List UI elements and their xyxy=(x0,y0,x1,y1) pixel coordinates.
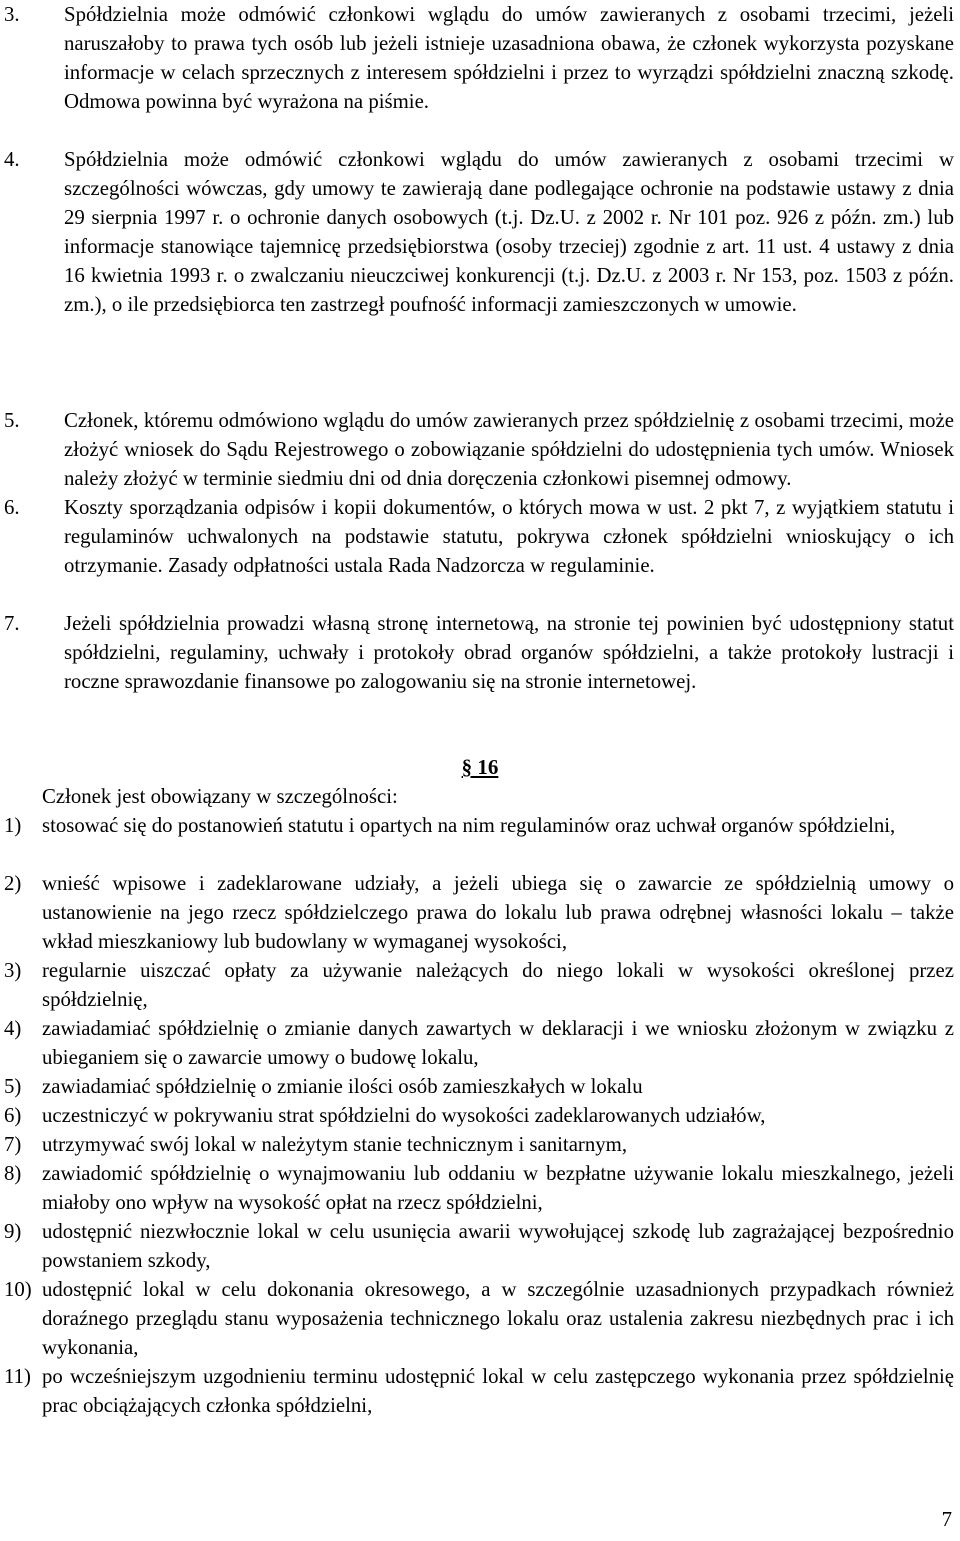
item-number: 2) xyxy=(4,872,22,895)
item-number: 4) xyxy=(4,1017,22,1040)
obligation-item-4 xyxy=(0,1014,960,1072)
item-text: utrzymywać swój lokal w należytym stanie technicznym i sanitarnym, xyxy=(42,1133,628,1156)
item-text: udostępnić niezwłocznie lokal w celu usunięcia awarii wywołującej szkodę lub zagrażającej bezpośrednio powstaniem szkody, xyxy=(42,1220,954,1272)
item-number: 10) xyxy=(4,1278,32,1301)
item-text: wnieść wpisowe i zadeklarowane udziały, a jeżeli ubiega się o zawarcie ze spółdzielnią umowy o ustanowienie na jego rzecz spółdzielczego prawa do lokalu lub prawa odrębnej własności lokalu – także wkład mieszkaniowy lub budowlany w wymaganej wysokości, xyxy=(42,872,954,953)
item-number: 4. xyxy=(4,148,20,171)
obligation-item-7 xyxy=(0,1130,960,1159)
item-text: udostępnić lokal w celu dokonania okresowego, a w szczególnie uzasadnionych przypadkach również doraźnego przeglądu stanu wyposażenia technicznego lokalu oraz ustalenia zakresu niezbędnych prac i ich wykonania, xyxy=(42,1278,954,1359)
item-number: 6. xyxy=(4,496,20,519)
item-text: uczestniczyć w pokrywaniu strat spółdzielni do wysokości zadeklarowanych udziałów, xyxy=(42,1104,766,1127)
section-heading xyxy=(0,753,960,782)
item-number: 9) xyxy=(4,1220,22,1243)
obligation-item-1 xyxy=(0,811,960,840)
item-number: 5) xyxy=(4,1075,22,1098)
item-text: Członek, któremu odmówiono wglądu do umów zawieranych przez spółdzielnię z osobami trzecimi, może złożyć wniosek do Sądu Rejestrowego o zobowiązanie spółdzielni do udostępnienia tych umów. Wniosek należy złożyć w terminie siedmiu dni od dnia doręczenia członkowi pisemnej odmowy. xyxy=(64,409,954,490)
item-number: 7. xyxy=(4,612,20,635)
item-text: po wcześniejszym uzgodnieniu terminu udostępnić lokal w celu zastępczego wykonania przez spółdzielnię prac obciążających członka spółdzielni, xyxy=(42,1365,954,1417)
item-text: stosować się do postanowień statutu i opartych na nim regulaminów oraz uchwał organów spółdzielni, xyxy=(42,814,896,837)
item-number: 7) xyxy=(4,1133,22,1156)
item-text: zawiadomić spółdzielnię o wynajmowaniu lub oddaniu w bezpłatne używanie lokalu mieszkalnego, jeżeli miałoby ono wpływ na wysokość opłat na rzecz spółdzielni, xyxy=(42,1162,954,1214)
item-number: 3) xyxy=(4,959,22,982)
item-number: 1) xyxy=(4,814,22,837)
item-number: 5. xyxy=(4,409,20,432)
page-number: 7 xyxy=(941,1508,952,1531)
obligation-item-11 xyxy=(0,1362,960,1420)
obligation-item-3 xyxy=(0,956,960,1014)
item-text: zawiadamiać spółdzielnię o zmianie ilości osób zamieszkałych w lokalu xyxy=(42,1075,643,1098)
obligation-item-9 xyxy=(0,1217,960,1275)
obligation-item-2 xyxy=(0,869,960,956)
item-number: 3. xyxy=(4,3,20,26)
paragraph-item-6 xyxy=(0,493,960,580)
item-text: Jeżeli spółdzielnia prowadzi własną stronę internetową, na stronie tej powinien być udostępniony statut spółdzielni, regulaminy, uchwały i protokoły obrad organów spółdzielni, a także protokoły lustracji i roczne sprawozdanie finansowe po zalogowaniu się na stronie internetowej. xyxy=(64,612,954,693)
section-heading-text: § 16 xyxy=(461,755,499,779)
obligation-item-10 xyxy=(0,1275,960,1362)
item-number: 8) xyxy=(4,1162,22,1185)
paragraph-item-3 xyxy=(0,0,960,116)
paragraph-item-4 xyxy=(0,145,960,319)
item-text: regularnie uiszczać opłaty za używanie należących do niego lokali w wysokości określonej przez spółdzielnię, xyxy=(42,959,954,1011)
item-text: Spółdzielnia może odmówić członkowi wglądu do umów zawieranych z osobami trzecimi w szczególności wówczas, gdy umowy te zawierają dane podlegające ochronie na podstawie ustawy z dnia 29 sierpnia 1997 r. o ochronie danych osobowych (t.j. Dz.U. z 2002 r. Nr 101 poz. 926 z późn. zm.) lub informacje stanowiące tajemnicę przedsiębiorstwa (osoby trzeciej) zgodnie z art. 11 ust. 4 ustawy z dnia 16 kwietnia 1993 r. o zwalczaniu nieuczciwej konkurencji (t.j. Dz.U. z 2003 r. Nr 153, poz. 1503 z późn. zm.), o ile przedsiębiorca ten zastrzegł poufność informacji zamieszczonych w umowie. xyxy=(64,148,954,316)
obligation-item-5 xyxy=(0,1072,960,1101)
obligation-item-6 xyxy=(0,1101,960,1130)
item-text: zawiadamiać spółdzielnię o zmianie danych zawartych w deklaracji i we wniosku złożonym w związku z ubieganiem się o zawarcie umowy o budowę lokalu, xyxy=(42,1017,954,1069)
obligation-item-8 xyxy=(0,1159,960,1217)
item-text: Spółdzielnia może odmówić członkowi wglądu do umów zawieranych z osobami trzecimi, jeżeli naruszałoby to prawa tych osób lub jeżeli istnieje uzasadniona obawa, że członek wykorzysta pozyskane informacje w celach sprzecznych z interesem spółdzielni i przez to wyrządzi spółdzielni znaczną szkodę. Odmowa powinna być wyrażona na piśmie. xyxy=(64,3,954,113)
item-text: Koszty sporządzania odpisów i kopii dokumentów, o których mowa w ust. 2 pkt 7, z wyjątkiem statutu i regulaminów uchwalonych na podstawie statutu, pokrywa członek spółdzielni wnioskujący o ich otrzymanie. Zasady odpłatności ustala Rada Nadzorcza w regulaminie. xyxy=(64,496,954,577)
item-number: 6) xyxy=(4,1104,22,1127)
paragraph-item-7 xyxy=(0,609,960,696)
paragraph-item-5 xyxy=(0,406,960,493)
section-intro: Członek jest obowiązany w szczególności: xyxy=(42,785,398,808)
item-number: 11) xyxy=(4,1365,31,1388)
